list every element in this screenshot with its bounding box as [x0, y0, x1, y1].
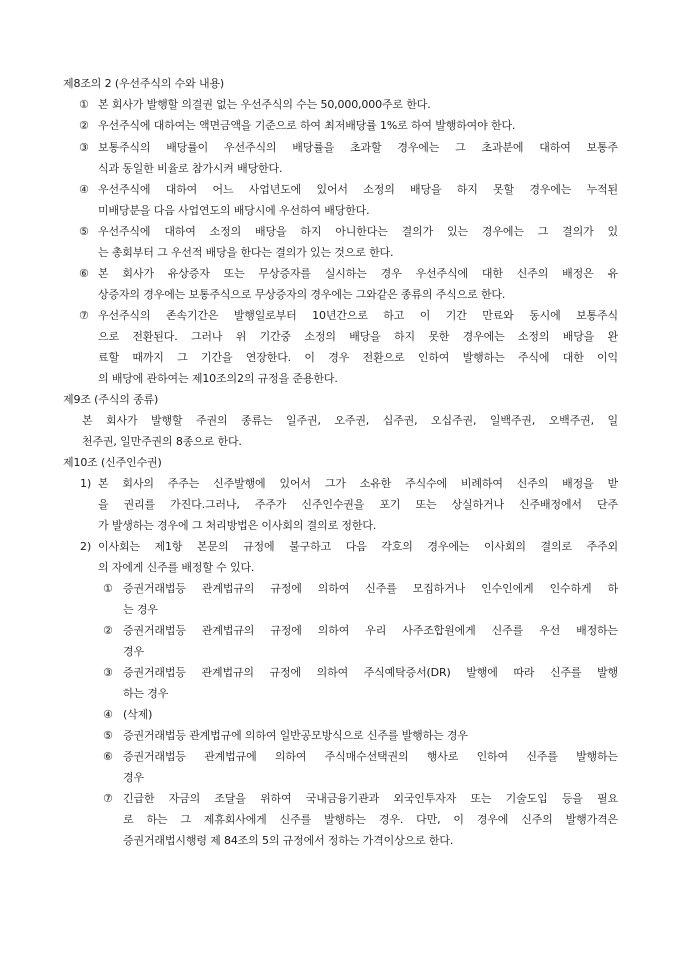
- clause-marker: 1): [80, 477, 92, 490]
- subitem-line: 증권거래법등 관계법규의 규정에 의하여 신주를 모집하거나 인수인에게 인수하게 하: [123, 582, 618, 595]
- item-line: 우선주식에 대하여는 액면금액을 기준으로 하여 최저배당률 1%로 하여 발행하여야 한다.: [98, 119, 516, 132]
- subitem-line: 는 경우: [123, 603, 158, 616]
- subitem-line: 증권거래법등 관계법규의 규정에 의하여 우리 사주조합원에게 신주를 우선 배정하는: [123, 624, 618, 637]
- subitem-line: 증권거래법시행령 제 84조의 5의 규정에서 정하는 가격이상으로 한다.: [123, 834, 454, 847]
- item-line: 료할 때까지 그 기간을 연장한다. 이 경우 전환으로 인하여 발행하는 주식에 대한 이익: [98, 351, 618, 364]
- item-marker: ④: [79, 183, 89, 196]
- item-marker: ⑥: [79, 267, 89, 280]
- item-marker: ⑦: [79, 309, 89, 322]
- subitem-line: 하는 경우: [123, 687, 169, 700]
- subitem-marker: ①: [103, 582, 113, 595]
- clause-line: 본 회사의 주주는 신주발행에 있어서 그가 소유한 주식수에 비례하여 신주의 배정을 받: [98, 477, 618, 490]
- subitem-marker: ⑤: [103, 729, 113, 742]
- item-line: 으로 전환된다. 그러나 위 기간중 소정의 배당을 하지 못한 경우에는 소정의 배당을 완: [98, 330, 618, 343]
- item-line: 우선주식에 대하여 소정의 배당을 하지 아니한다는 결의가 있는 경우에는 그 결의가 있: [98, 225, 618, 238]
- clause-line: 을 권리를 가진다.그러나, 주주가 신주인수권을 포기 또는 상실하거나 신주배정에서 단주: [98, 498, 618, 511]
- clause-line: 가 발생하는 경우에 그 처리방법은 이사회의 결의로 정한다.: [98, 519, 377, 532]
- subitem-line: 로 하는 그 제휴회사에게 신주를 발행하는 경우. 다만, 이 경우에 신주의 발행가격은: [123, 813, 618, 826]
- clause-line: 이사회는 제1항 본문의 규정에 불구하고 다음 각호의 경우에는 이사회의 결의로 주주외: [98, 540, 618, 553]
- subitem-marker: ③: [103, 666, 113, 679]
- subitem-marker: ⑦: [103, 792, 113, 805]
- item-marker: ⑤: [79, 225, 89, 238]
- subitem-line: 경우: [123, 645, 144, 658]
- item-line: 우선주식의 존속기간은 발행일로부터 10년간으로 하고 이 기간 만료와 동시에 보통주식: [98, 309, 618, 322]
- article-9-heading: 제9조 (주식의 종류): [63, 393, 159, 406]
- subitem-marker: ④: [103, 708, 113, 721]
- subitem-line: 경우: [123, 771, 144, 784]
- subitem-line: 긴급한 자금의 조달을 위하여 국내금융기관과 외국인투자자 또는 기술도입 등을 필요: [123, 792, 618, 805]
- item-line: 본 회사가 발행할 의결권 없는 우선주식의 수는 50,000,000주로 한다.: [98, 98, 431, 111]
- item-line: 는 총회부터 그 우선적 배당을 한다는 결의가 있는 것으로 한다.: [98, 246, 394, 259]
- item-line: 본 회사가 유상증자 또는 무상증자를 실시하는 경우 우선주식에 대한 신주의 배정은 유: [98, 267, 618, 280]
- subitem-line: 증권거래법등 관계법규의 규정에 의하여 주식예탁증서(DR) 발행에 따라 신주를 발행: [123, 666, 618, 679]
- item-marker: ①: [79, 98, 89, 111]
- subitem-marker: ⑥: [103, 750, 113, 763]
- subitem-line: (삭제): [123, 708, 153, 721]
- subitem-marker: ②: [103, 624, 113, 637]
- article-9-line: 천주권, 일만주권의 8종으로 한다.: [82, 435, 242, 448]
- subitem-line: 증권거래법등 관계법규에 의하여 주식매수선택권의 행사로 인하여 신주를 발행하는: [123, 750, 618, 763]
- clause-marker: 2): [80, 540, 92, 553]
- clause-line: 의 자에게 신주를 배정할 수 있다.: [98, 561, 255, 574]
- item-line: 식과 동일한 비율로 참가시켜 배당한다.: [98, 162, 283, 175]
- item-line: 우선주식에 대하여 어느 사업년도에 있어서 소정의 배당을 하지 못할 경우에는 누적된: [98, 183, 618, 196]
- item-line: 보통주식의 배당률이 우선주식의 배당률을 초과할 경우에는 그 초과분에 대하여 보통주: [98, 141, 618, 154]
- item-line: 미배당분을 다음 사업연도의 배당시에 우선하여 배당한다.: [98, 204, 370, 217]
- article-9-line: 본 회사가 발행할 주권의 종류는 일주권, 오주권, 십주권, 오십주권, 일백주권, 오백주권, 일: [82, 414, 618, 427]
- article-8-2-heading: 제8조의 2 (우선주식의 수와 내용): [63, 77, 225, 90]
- item-line: 상증자의 경우에는 보통주식으로 무상증자의 경우에는 그와같은 종류의 주식으로 한다.: [98, 288, 506, 301]
- article-10-heading: 제10조 (신주인수권): [63, 456, 162, 469]
- item-marker: ②: [79, 119, 89, 132]
- item-line: 의 배당에 관하여는 제10조의2의 규정을 준용한다.: [98, 372, 338, 385]
- subitem-line: 증권거래법등 관계법규에 의하여 일반공모방식으로 신주를 발행하는 경우: [123, 729, 468, 742]
- item-marker: ③: [79, 141, 89, 154]
